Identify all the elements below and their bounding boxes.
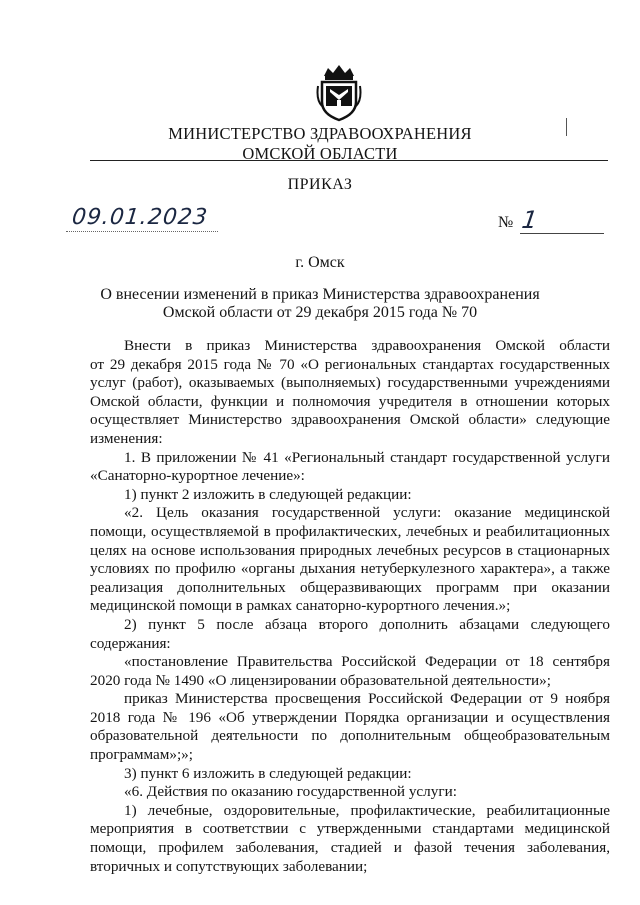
body-line: образовательной деятельности по дополнительным общеобразовательным <box>90 727 610 745</box>
body-line: 1. В приложении № 41 «Региональный стандарт государственной услуги <box>124 448 610 466</box>
body-line: 1) лечебные, оздоровительные, профилактические, реабилитационные <box>124 801 610 819</box>
body-line: изменения: <box>90 429 163 447</box>
number-underline <box>520 233 604 234</box>
date-underline <box>66 231 218 232</box>
body-line: 2) пункт 5 после абзаца второго дополнить абзацами следующего <box>124 615 610 633</box>
body-line: 1) пункт 2 изложить в следующей редакции: <box>124 485 412 503</box>
body-line: 2020 года № 1490 «О лицензировании образовательной деятельности»; <box>90 671 551 689</box>
body-line: 2018 года № 196 «Об утверждении Порядка организации и осуществления <box>90 708 610 726</box>
body-line: помощи, профилем заболевания, стадией и фазой течения заболевания, <box>90 839 610 857</box>
body-line: мероприятия в соответствии с утвержденными стандартами медицинской <box>90 820 610 838</box>
document-type: ПРИКАЗ <box>287 176 353 193</box>
coat-of-arms-emblem <box>316 62 362 122</box>
city-line: г. Омск <box>295 254 345 271</box>
subject-line2: Омской области от 29 декабря 2015 года № 70 <box>162 304 478 321</box>
number-label: № <box>498 214 514 231</box>
body-line: помощи, осуществляемой в профилактических, лечебных и реабилитационных <box>90 522 610 540</box>
body-line: «2. Цель оказания государственной услуги: оказание медицинской <box>124 504 610 522</box>
header-rule <box>90 160 608 161</box>
body-line: медицинской помощи в рамках санаторно-курортного лечения.»; <box>90 597 511 615</box>
body-line: «постановление Правительства Российской Федерации от 18 сентября <box>124 653 610 671</box>
body-line: Омской области, функции и полномочия учредителя в отношении которых <box>90 392 610 410</box>
handwritten-date: 09.01.2023 <box>70 205 210 230</box>
body-line: 3) пункт 6 изложить в следующей редакции: <box>124 764 412 782</box>
body-line: условиях по профилю «органы дыхания нетуберкулезного характера», а также <box>90 560 610 578</box>
body-line: приказ Министерства просвещения Российской Федерации от 9 ноября <box>124 690 610 708</box>
body-line: от 29 декабря 2015 года № 70 «О региональных стандартах государственных <box>90 355 610 373</box>
body-line: целях на основе использования природных лечебных ресурсов в стационарных <box>90 541 610 559</box>
ministry-name-line2: ОМСКОЙ ОБЛАСТИ <box>242 144 398 163</box>
order-body <box>90 337 610 876</box>
body-line: Внести в приказ Министерства здравоохранения Омской области <box>124 337 610 354</box>
body-line: осуществляет Министерство здравоохранения Омской области» следующие <box>90 411 610 429</box>
body-line: вторичных и сопутствующих заболевании; <box>90 857 368 875</box>
body-line: услуг (работ), оказываемых (выполняемых) государственными учреждениями <box>90 374 610 392</box>
body-line: реализация дополнительных общеразвивающих программ при оказании <box>90 578 610 596</box>
subject-line1: О внесении изменений в приказ Министерства здравоохранения <box>100 286 540 303</box>
margin-mark <box>566 118 567 136</box>
body-line: «Санаторно-курортное лечение»: <box>90 467 305 485</box>
body-line: содержания: <box>90 634 171 652</box>
handwritten-number: 1 <box>520 206 540 234</box>
body-line: программам»;»; <box>90 746 193 764</box>
body-line: «6. Действия по оказанию государственной услуги: <box>124 783 457 801</box>
ministry-name-line1: МИНИСТЕРСТВО ЗДРАВООХРАНЕНИЯ <box>168 124 472 143</box>
